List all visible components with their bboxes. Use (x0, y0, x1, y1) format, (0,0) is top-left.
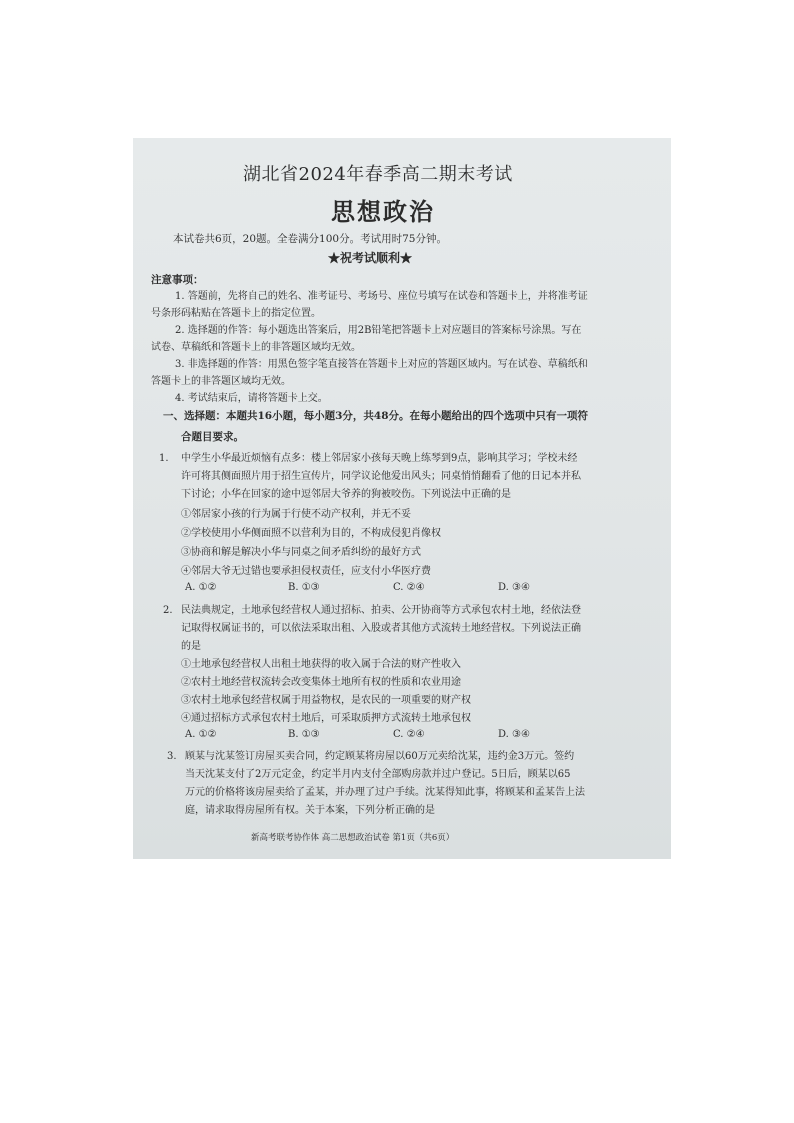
q2-statement: ①土地承包经营权人出租土地获得的收入属于合法的财产性收入 (181, 659, 461, 670)
q1-stem: 许可将其侧面照片用于招生宣传片，同学议论他爱出风头；同桌悄悄翻看了他的日记本并私 (181, 471, 581, 482)
notice-line: 1. 答题前，先将自己的姓名、准考证号、考场号、座位号填写在试卷和答题卡上，并将准考证 (175, 291, 588, 302)
q3-number: 3. (167, 751, 177, 762)
q2-stem: 民法典规定，土地承包经营权人通过招标、拍卖、公开协商等方式承包农村土地，经依法登 (181, 605, 581, 616)
page-footer: 新高考联考协作体 高二思想政治试卷 第1页（共6页） (251, 833, 455, 843)
q2-number: 2. (163, 605, 173, 616)
subject-title: 思想政治 (331, 197, 435, 226)
q1-stem: 中学生小华最近烦恼有点多：楼上邻居家小孩每天晚上练琴到9点，影响其学习；学校未经 (181, 453, 578, 464)
q2-stem: 记取得权属证书的，可以依法采取出租、入股或者其他方式流转土地经营权。下列说法正确 (181, 623, 581, 634)
notice-line: 3. 非选择题的作答：用黑色签字笔直接答在答题卡上对应的答题区域内。写在试卷、草稿纸和 (175, 359, 588, 370)
section-heading-cont: 合题目要求。 (181, 431, 244, 443)
notice-line: 试卷、草稿纸和答题卡上的非答题区域均无效。 (151, 342, 361, 353)
exam-paper (133, 138, 671, 859)
q2-statement: ③农村土地承包经营权属于用益物权，是农民的一项重要的财产权 (181, 695, 471, 706)
q3-stem: 万元的价格将该房屋卖给了孟某，并办理了过户手续。沈某得知此事，将顾某和孟某告上法 (185, 787, 585, 798)
notice-line: 答题卡上的非答题区域均无效。 (151, 376, 291, 387)
q2-statement: ②农村土地经营权流转会改变集体土地所有权的性质和农业用途 (181, 677, 461, 688)
q1-statement: ③协商和解是解决小华与同桌之间矛盾纠纷的最好方式 (181, 547, 421, 558)
section-heading: 一、选择题：本题共16小题，每小题3分，共48分。在每小题给出的四个选项中只有一项符 (163, 410, 589, 422)
q1-stem: 下讨论；小华在回家的途中逗邻居大爷养的狗被咬伤。下列说法中正确的是 (181, 489, 511, 500)
q1-option-d[interactable]: D. ③④ (498, 582, 530, 593)
q3-stem: 顾某与沈某签订房屋买卖合同，约定顾某将房屋以60万元卖给沈某，违约金3万元。签约 (185, 751, 575, 762)
q2-option-c[interactable]: C. ②④ (393, 729, 425, 740)
good-luck-banner: ★祝考试顺利★ (328, 251, 413, 265)
q1-statement: ④邻居大爷无过错也要承担侵权责任，应支付小华医疗费 (181, 566, 431, 577)
q1-option-b[interactable]: B. ①③ (288, 582, 320, 593)
q1-number: 1. (159, 453, 169, 464)
q1-statement: ①邻居家小孩的行为属于行使不动产权利，并无不妥 (181, 509, 411, 520)
q2-option-a[interactable]: A. ①② (185, 729, 217, 740)
q2-stem: 的是 (181, 641, 201, 652)
notice-heading: 注意事项： (151, 274, 204, 286)
notice-line: 2. 选择题的作答：每小题选出答案后，用2B铅笔把答题卡上对应题目的答案标号涂黑。写在 (175, 325, 582, 336)
q3-stem: 庭，请求取得房屋所有权。关于本案，下列分析正确的是 (185, 805, 435, 816)
notice-line: 号条形码粘贴在答题卡上的指定位置。 (151, 308, 321, 319)
exam-info: 本试卷共6页，20题。全卷满分100分。考试用时75分钟。 (173, 233, 447, 245)
q1-option-c[interactable]: C. ②④ (393, 582, 425, 593)
q1-statement: ②学校使用小华侧面照不以营利为目的，不构成侵犯肖像权 (181, 528, 441, 539)
q3-stem: 当天沈某支付了2万元定金，约定半月内支付全部购房款并过户登记。5日后，顾某以65 (185, 769, 571, 780)
q2-option-d[interactable]: D. ③④ (498, 729, 530, 740)
notice-line: 4. 考试结束后，请将答题卡上交。 (175, 393, 328, 404)
exam-title: 湖北省2024年春季高二期末考试 (243, 164, 513, 185)
q1-option-a[interactable]: A. ①② (185, 582, 217, 593)
q2-option-b[interactable]: B. ①③ (288, 729, 320, 740)
q2-statement: ④通过招标方式承包农村土地后，可采取质押方式流转土地承包权 (181, 713, 471, 724)
